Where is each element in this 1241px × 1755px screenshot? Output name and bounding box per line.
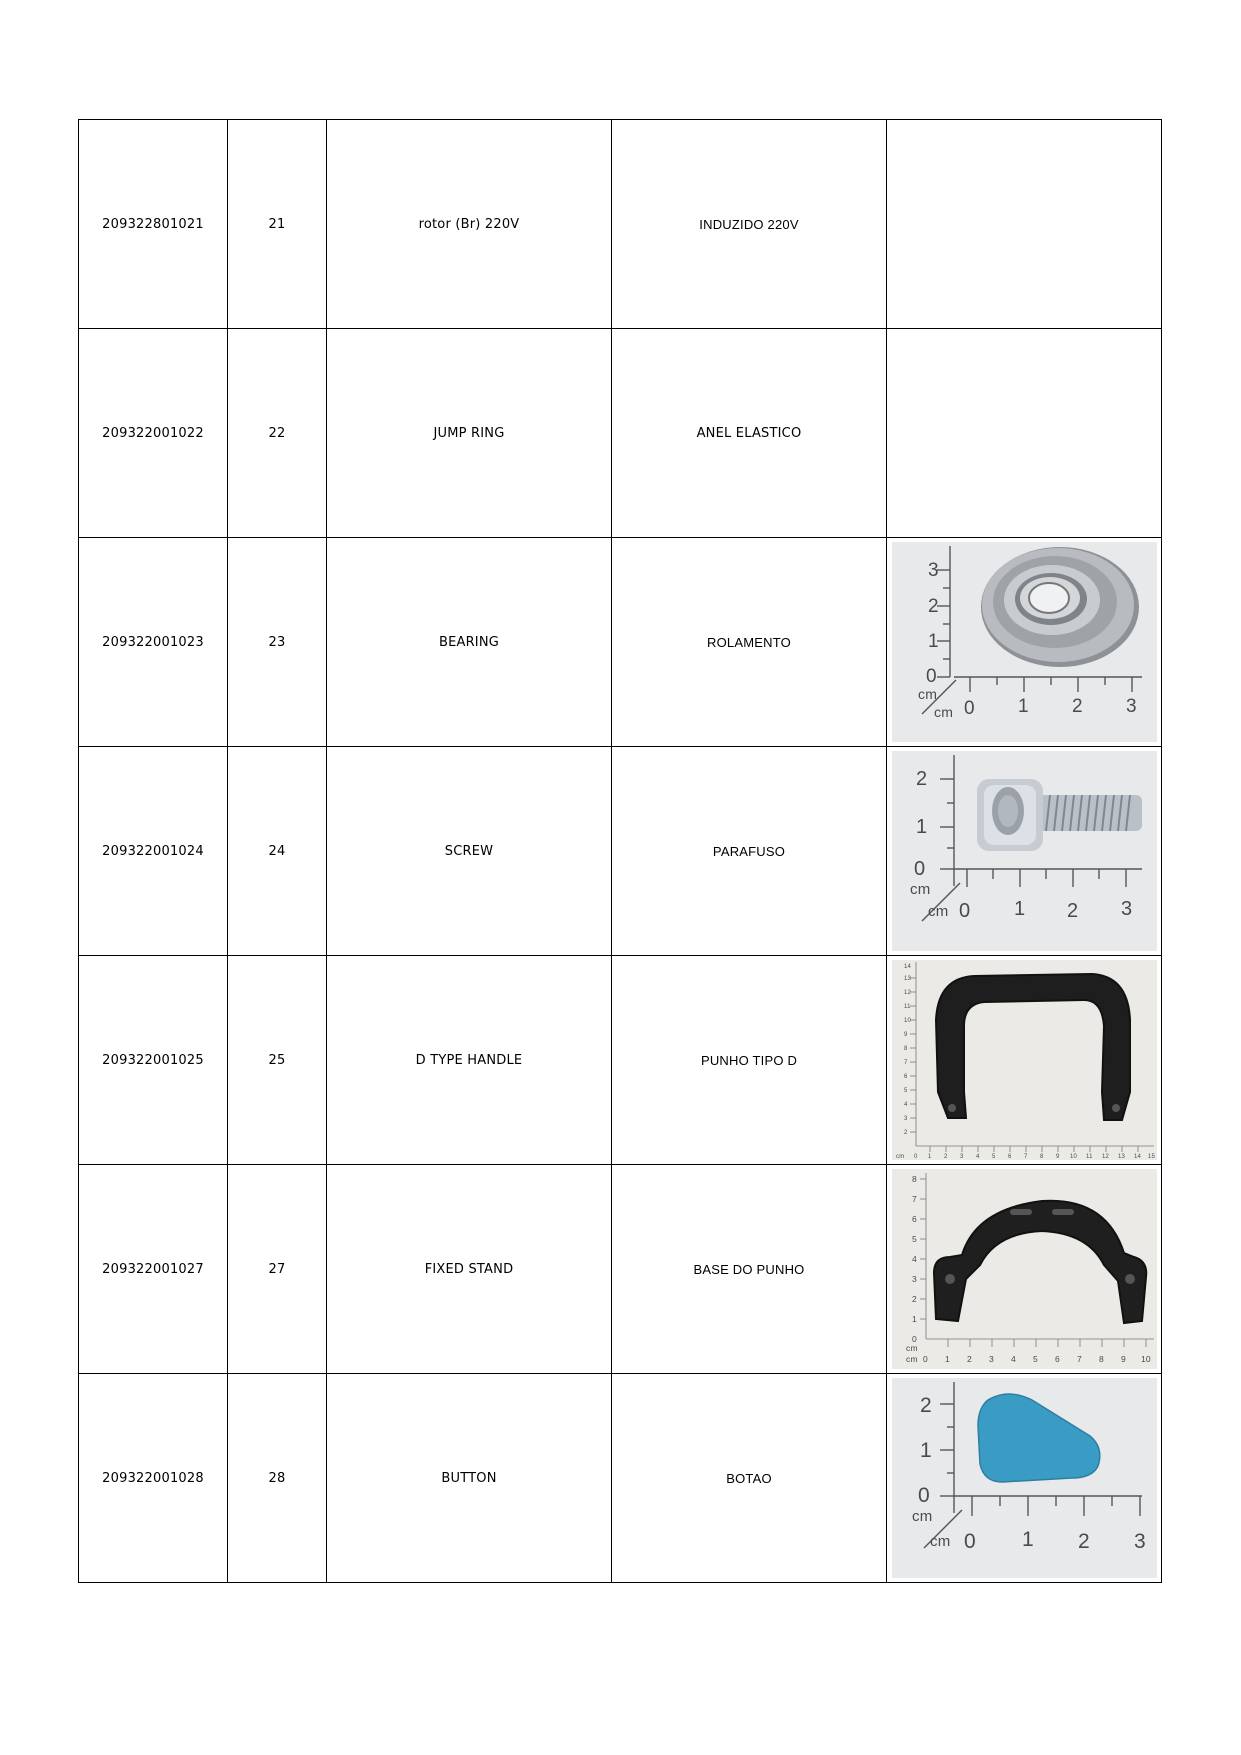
scale-y-label: 4 — [903, 1102, 908, 1108]
part-code-cell: 209322001025 — [79, 956, 228, 1165]
scale-x-label: 1 — [927, 1154, 932, 1160]
scale-y-label: 6 — [911, 1214, 917, 1224]
part-photo-cell — [887, 747, 1162, 956]
scale-y-label: 0 — [913, 858, 925, 880]
stand-photo — [892, 1169, 1157, 1369]
scale-y-label: 4 — [911, 1254, 917, 1264]
scale-x-label: 0 — [922, 1354, 928, 1364]
scale-unit-label: cm — [905, 1354, 918, 1364]
scale-y-label: 0 — [925, 666, 937, 687]
part-photo-cell — [887, 538, 1162, 747]
scale-y-label: 8 — [911, 1174, 917, 1184]
position-number-cell: 27 — [228, 1165, 327, 1374]
scale-y-label: 0 — [917, 1484, 930, 1507]
part-code-cell: 209322001028 — [79, 1374, 228, 1583]
scale-unit-label: cm — [917, 686, 937, 702]
scale-y-label: 14 — [903, 964, 911, 970]
scale-unit-label: cm — [911, 1508, 932, 1525]
scale-x-label: 9 — [1120, 1354, 1126, 1364]
scale-y-label: 13 — [903, 976, 911, 982]
scale-unit-label: cm — [905, 1343, 918, 1353]
scale-y-label: 7 — [911, 1194, 917, 1204]
scale-x-label: 0 — [963, 1530, 976, 1553]
scale-y-label: 5 — [911, 1234, 917, 1244]
position-number-cell: 24 — [228, 747, 327, 956]
scale-unit-label: cm — [933, 704, 953, 720]
scale-x-label: 5 — [991, 1154, 996, 1160]
english-description-cell: BUTTON — [327, 1374, 612, 1583]
table-row — [79, 956, 1162, 1165]
position-number-cell: 28 — [228, 1374, 327, 1583]
portuguese-description-cell: ANEL ELASTICO — [612, 329, 887, 538]
scale-x-label: 11 — [1085, 1154, 1093, 1160]
scale-y-label: 2 — [911, 1294, 917, 1304]
scale-y-label: 5 — [903, 1088, 908, 1094]
position-number-cell: 21 — [228, 120, 327, 329]
scale-x-label: 14 — [1133, 1154, 1141, 1160]
part-code-cell: 209322801021 — [79, 120, 228, 329]
part-code-cell: 209322001022 — [79, 329, 228, 538]
scale-y-label: 0 — [911, 1334, 917, 1344]
scale-x-label: 1 — [944, 1354, 950, 1364]
scale-x-label: 3 — [1120, 898, 1132, 920]
scale-x-label: 13 — [1117, 1154, 1125, 1160]
scale-y-label: 9 — [903, 1032, 908, 1038]
english-description-cell: rotor (Br) 220V — [327, 120, 612, 329]
scale-x-label: 4 — [1010, 1354, 1016, 1364]
scale-unit-label: cm — [895, 1154, 904, 1160]
scale-x-label: 6 — [1007, 1154, 1012, 1160]
table-row — [79, 1165, 1162, 1374]
part-photo-cell — [887, 1165, 1162, 1374]
scale-x-label: 0 — [963, 698, 975, 719]
scale-x-label: 3 — [1125, 696, 1137, 717]
scale-y-label: 6 — [903, 1074, 908, 1080]
scale-x-label: 3 — [988, 1354, 994, 1364]
parts-table-body — [79, 120, 1162, 1583]
scale-x-label: 0 — [913, 1154, 918, 1160]
scale-x-label: 1 — [1021, 1528, 1034, 1551]
bearing-shape — [981, 547, 1139, 667]
portuguese-description-cell: PUNHO TIPO D — [612, 956, 887, 1165]
scale-y-label: 2 — [919, 1394, 932, 1417]
position-number-cell: 23 — [228, 538, 327, 747]
scale-x-label: 15 — [1147, 1154, 1155, 1160]
scale-x-label: 8 — [1098, 1354, 1104, 1364]
scale-y-label: 3 — [911, 1274, 917, 1284]
scale-y-label: 1 — [915, 816, 927, 838]
scale-x-label: 6 — [1054, 1354, 1060, 1364]
table-row — [79, 120, 1162, 329]
portuguese-description-cell: PARAFUSO — [612, 747, 887, 956]
screw-photo — [892, 751, 1157, 951]
scale-y-label: 2 — [927, 596, 939, 617]
portuguese-description-cell: INDUZIDO 220V — [612, 120, 887, 329]
scale-y-label: 3 — [927, 560, 939, 581]
scale-x-label: 3 — [959, 1154, 964, 1160]
scale-y-label: 1 — [927, 631, 939, 652]
scale-y-label: 2 — [903, 1130, 908, 1136]
english-description-cell: SCREW — [327, 747, 612, 956]
part-photo-cell — [887, 1374, 1162, 1583]
scale-y-label: 11 — [903, 1004, 911, 1010]
scale-x-label: 4 — [975, 1154, 980, 1160]
part-photo-cell — [887, 120, 1162, 329]
part-photo-cell — [887, 956, 1162, 1165]
button-photo — [892, 1378, 1157, 1578]
scale-x-label: 8 — [1039, 1154, 1044, 1160]
position-number-cell: 25 — [228, 956, 327, 1165]
english-description-cell: FIXED STAND — [327, 1165, 612, 1374]
scale-x-label: 3 — [1133, 1530, 1146, 1553]
scale-x-label: 7 — [1076, 1354, 1082, 1364]
part-code-cell: 209322001023 — [79, 538, 228, 747]
scale-x-label: 10 — [1140, 1354, 1151, 1364]
english-description-cell: JUMP RING — [327, 329, 612, 538]
scale-y-label: 7 — [903, 1060, 908, 1066]
scale-y-label: 8 — [903, 1046, 908, 1052]
scale-x-label: 7 — [1023, 1154, 1028, 1160]
scale-y-label: 2 — [915, 768, 927, 790]
bearing-photo — [892, 542, 1157, 742]
english-description-cell: D TYPE HANDLE — [327, 956, 612, 1165]
scale-x-label: 0 — [958, 900, 970, 922]
scale-x-label: 2 — [943, 1154, 948, 1160]
table-row — [79, 747, 1162, 956]
part-code-cell: 209322001024 — [79, 747, 228, 956]
scale-x-label: 2 — [1071, 696, 1083, 717]
scale-x-label: 5 — [1032, 1354, 1038, 1364]
scale-x-label: 9 — [1055, 1154, 1060, 1160]
table-row — [79, 1374, 1162, 1583]
handle-photo — [892, 960, 1157, 1160]
scale-y-label: 12 — [903, 990, 911, 996]
parts-table — [78, 119, 1162, 1583]
scale-y-label: 1 — [919, 1439, 932, 1462]
scale-y-label: 1 — [911, 1314, 917, 1324]
scale-x-label: 2 — [1077, 1530, 1090, 1553]
portuguese-description-cell: BASE DO PUNHO — [612, 1165, 887, 1374]
scale-x-label: 1 — [1013, 898, 1025, 920]
scale-unit-label: cm — [927, 903, 948, 920]
table-row — [79, 329, 1162, 538]
scale-y-label: 3 — [903, 1116, 908, 1122]
portuguese-description-cell: ROLAMENTO — [612, 538, 887, 747]
scale-x-label: 10 — [1069, 1154, 1077, 1160]
table-row — [79, 538, 1162, 747]
scale-x-label: 1 — [1017, 696, 1029, 717]
part-code-cell: 209322001027 — [79, 1165, 228, 1374]
portuguese-description-cell: BOTAO — [612, 1374, 887, 1583]
scale-unit-label: cm — [929, 1533, 950, 1550]
scale-x-label: 2 — [1066, 900, 1078, 922]
scale-y-label: 10 — [903, 1018, 911, 1024]
scale-x-label: 2 — [966, 1354, 972, 1364]
english-description-cell: BEARING — [327, 538, 612, 747]
scale-x-label: 12 — [1101, 1154, 1109, 1160]
scale-unit-label: cm — [909, 881, 930, 898]
part-photo-cell — [887, 329, 1162, 538]
position-number-cell: 22 — [228, 329, 327, 538]
